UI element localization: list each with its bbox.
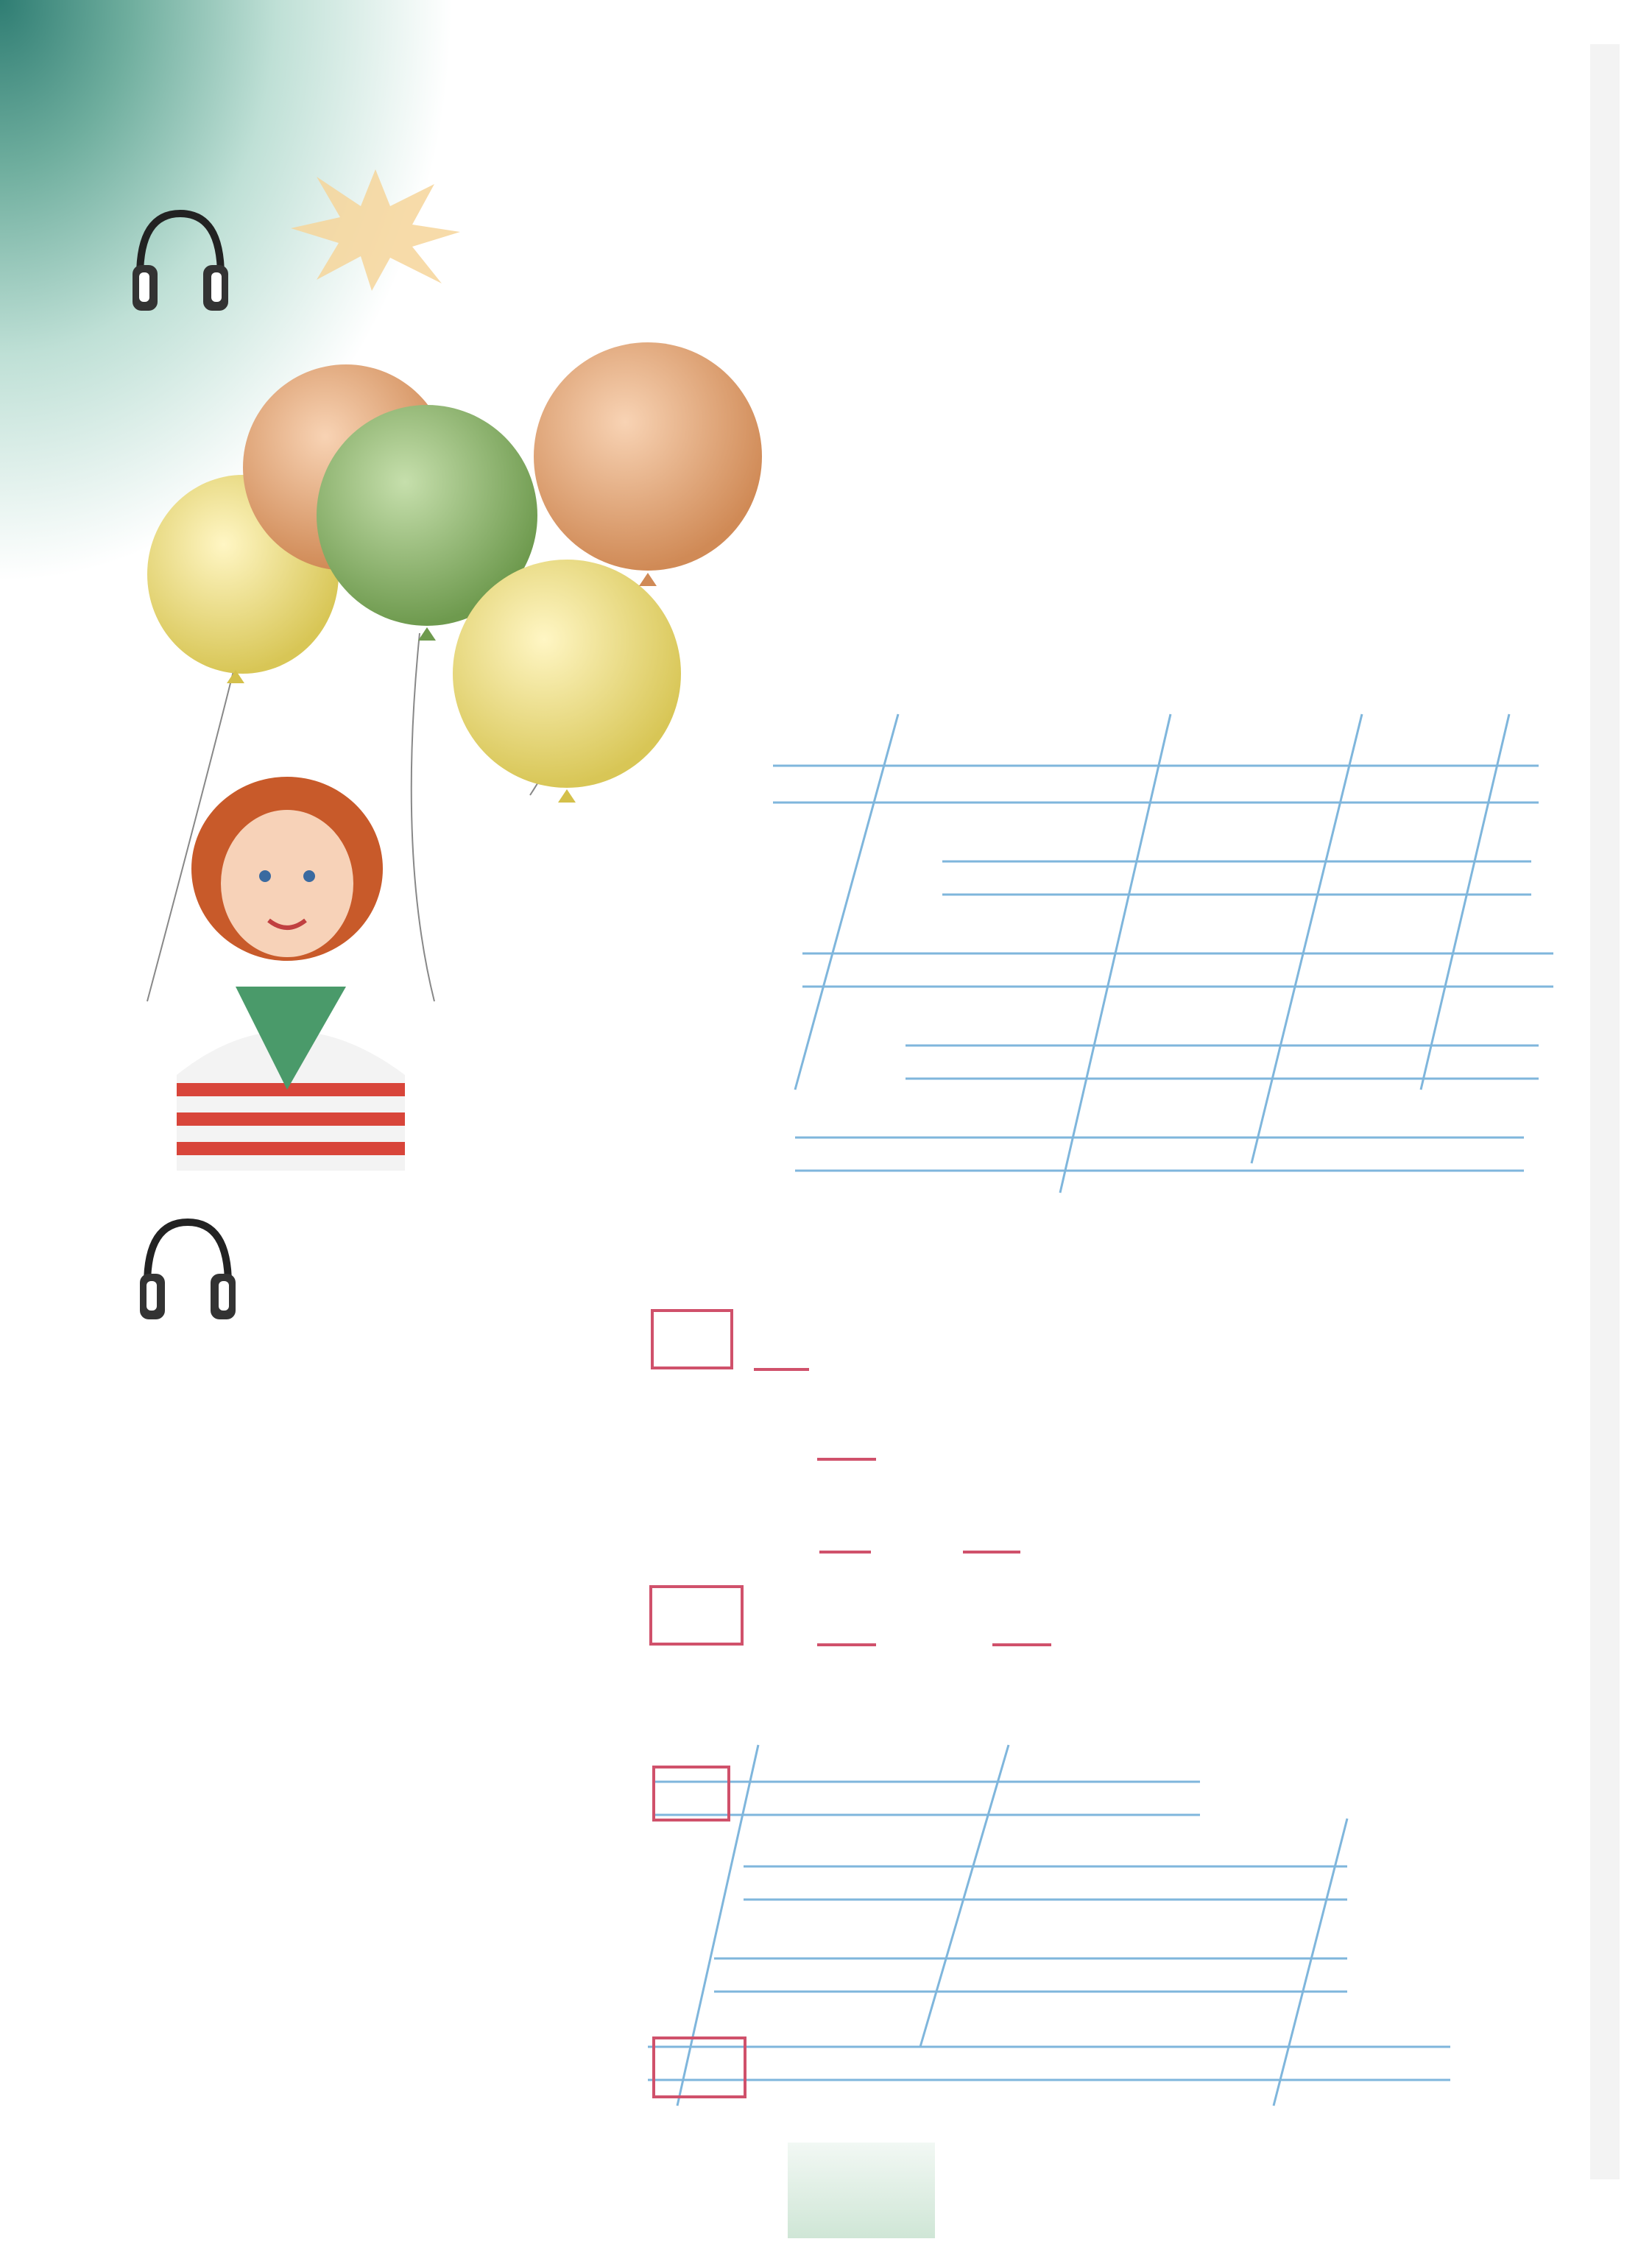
eu-underline-3 xyxy=(819,1551,871,1554)
eu-underline-1 xyxy=(754,1368,809,1371)
splash-decoration xyxy=(287,162,464,295)
eu-underline-4 xyxy=(963,1551,1020,1554)
au-box xyxy=(649,1585,744,1646)
balloons-illustration xyxy=(133,339,795,1185)
headphones-icon xyxy=(129,206,232,317)
script-eu-box xyxy=(652,1766,730,1822)
script-au-box xyxy=(652,2036,746,2098)
handwriting-lines-a xyxy=(758,707,1568,1207)
au-underline-2 xyxy=(992,1643,1051,1646)
headphones-icon-2 xyxy=(136,1215,239,1325)
au-underline-1 xyxy=(817,1643,876,1646)
page-number-bg xyxy=(788,2143,935,2238)
eu-box xyxy=(651,1309,733,1369)
eu-underline-2 xyxy=(817,1458,876,1461)
